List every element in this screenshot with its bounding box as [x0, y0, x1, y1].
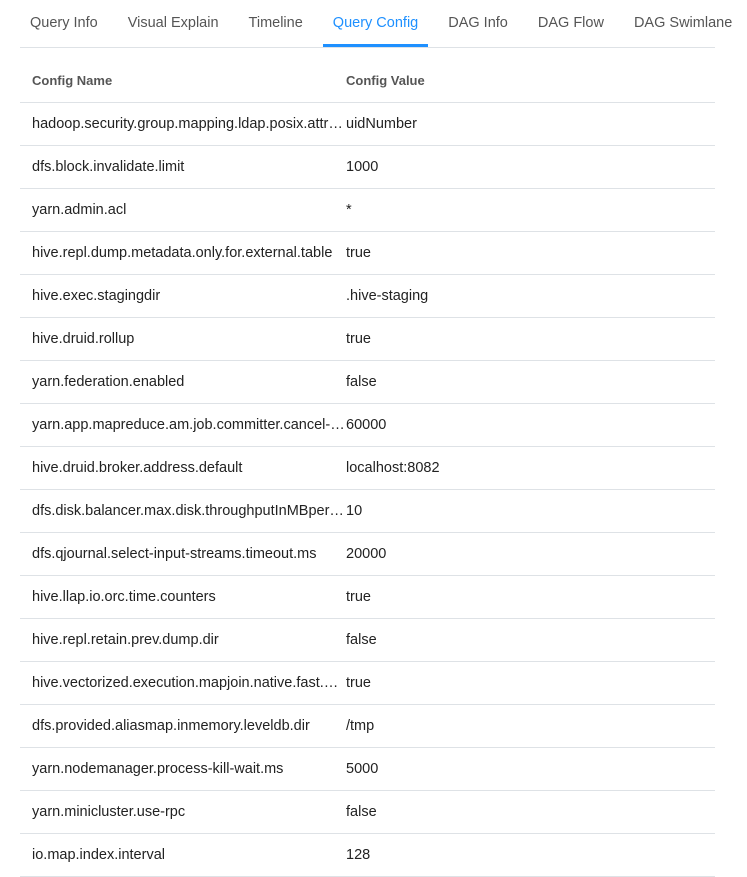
config-name-cell	[20, 576, 345, 619]
config-name-cell	[20, 318, 345, 361]
config-name-cell	[20, 361, 345, 404]
tab-visual-explain[interactable]: Visual Explain	[127, 15, 219, 31]
table-row	[20, 447, 715, 490]
config-name: io.map.index.interval	[32, 847, 165, 864]
config-name: hive.llap.io.orc.time.counters	[32, 589, 216, 606]
table-row	[20, 834, 715, 877]
config-name: dfs.disk.balancer.max.disk.throughputInMBper…	[32, 503, 344, 520]
config-value: 60000	[345, 404, 715, 447]
config-value: 1000	[345, 146, 715, 189]
tab-query-config[interactable]: Query Config	[323, 0, 428, 47]
tab-dag-flow[interactable]: DAG Flow	[537, 15, 604, 31]
config-value: 5000	[345, 748, 715, 791]
config-name-cell	[20, 619, 345, 662]
config-name: yarn.admin.acl	[32, 202, 127, 219]
config-value: 20000	[345, 533, 715, 576]
table-row	[20, 404, 715, 447]
tab-dag-info[interactable]: DAG Info	[448, 15, 508, 31]
tab-query-info[interactable]: Query Info	[30, 15, 98, 31]
config-value: localhost:8082	[345, 447, 715, 490]
config-name-cell	[20, 275, 345, 318]
config-name: yarn.app.mapreduce.am.job.committer.cancel-…	[32, 417, 345, 434]
config-name: yarn.federation.enabled	[32, 374, 185, 391]
table-row	[20, 361, 715, 404]
config-name: hive.repl.dump.metadata.only.for.external.table	[32, 245, 333, 262]
table-row	[20, 490, 715, 533]
config-name: hive.repl.retain.prev.dump.dir	[32, 632, 219, 649]
config-value: true	[345, 318, 715, 361]
config-table	[20, 59, 715, 877]
config-name-cell	[20, 662, 345, 705]
table-row	[20, 576, 715, 619]
config-name-cell	[20, 748, 345, 791]
config-name: hive.druid.rollup	[32, 331, 135, 348]
config-name: yarn.nodemanager.process-kill-wait.ms	[32, 761, 284, 778]
config-name-cell	[20, 447, 345, 490]
config-value: 10	[345, 490, 715, 533]
config-name: hadoop.security.group.mapping.ldap.posix.attr…	[32, 116, 343, 133]
column-header-config-value[interactable]: Config Value	[345, 59, 715, 103]
config-name: yarn.minicluster.use-rpc	[32, 804, 186, 821]
config-value: uidNumber	[345, 103, 715, 146]
table-row	[20, 791, 715, 834]
config-name: hive.druid.broker.address.default	[32, 460, 243, 477]
table-row	[20, 103, 715, 146]
config-value: false	[345, 361, 715, 404]
tab-timeline[interactable]: Timeline	[248, 15, 303, 31]
config-value: .hive-staging	[345, 275, 715, 318]
table-row	[20, 748, 715, 791]
config-name: hive.vectorized.execution.mapjoin.native.fast.…	[32, 675, 339, 692]
config-value: false	[345, 791, 715, 834]
config-name-cell	[20, 705, 345, 748]
config-name-cell	[20, 533, 345, 576]
table-row	[20, 189, 715, 232]
table-header-row	[20, 59, 715, 103]
tab-bar	[20, 0, 733, 48]
config-name: dfs.provided.aliasmap.inmemory.leveldb.dir	[32, 718, 310, 735]
config-name: hive.exec.stagingdir	[32, 288, 161, 305]
config-name-cell	[20, 791, 345, 834]
config-name: dfs.block.invalidate.limit	[32, 159, 185, 176]
config-name-cell	[20, 146, 345, 189]
table-row	[20, 533, 715, 576]
config-name-cell	[20, 404, 345, 447]
table-row	[20, 275, 715, 318]
config-name-cell	[20, 490, 345, 533]
config-value: /tmp	[345, 705, 715, 748]
config-name: dfs.qjournal.select-input-streams.timeout.ms	[32, 546, 317, 563]
table-row	[20, 705, 715, 748]
config-value: 128	[345, 834, 715, 877]
table-row	[20, 232, 715, 275]
config-value: true	[345, 232, 715, 275]
config-value: false	[345, 619, 715, 662]
tab-dag-swimlane[interactable]: DAG Swimlane	[633, 15, 733, 31]
table-row	[20, 318, 715, 361]
config-name-cell	[20, 189, 345, 232]
config-name-cell	[20, 103, 345, 146]
table-row	[20, 662, 715, 705]
table-row	[20, 619, 715, 662]
config-name-cell	[20, 232, 345, 275]
config-value: true	[345, 576, 715, 619]
config-value: true	[345, 662, 715, 705]
table-row	[20, 146, 715, 189]
config-name-cell	[20, 834, 345, 877]
config-value: *	[345, 189, 715, 232]
column-header-config-name[interactable]: Config Name	[20, 59, 345, 103]
